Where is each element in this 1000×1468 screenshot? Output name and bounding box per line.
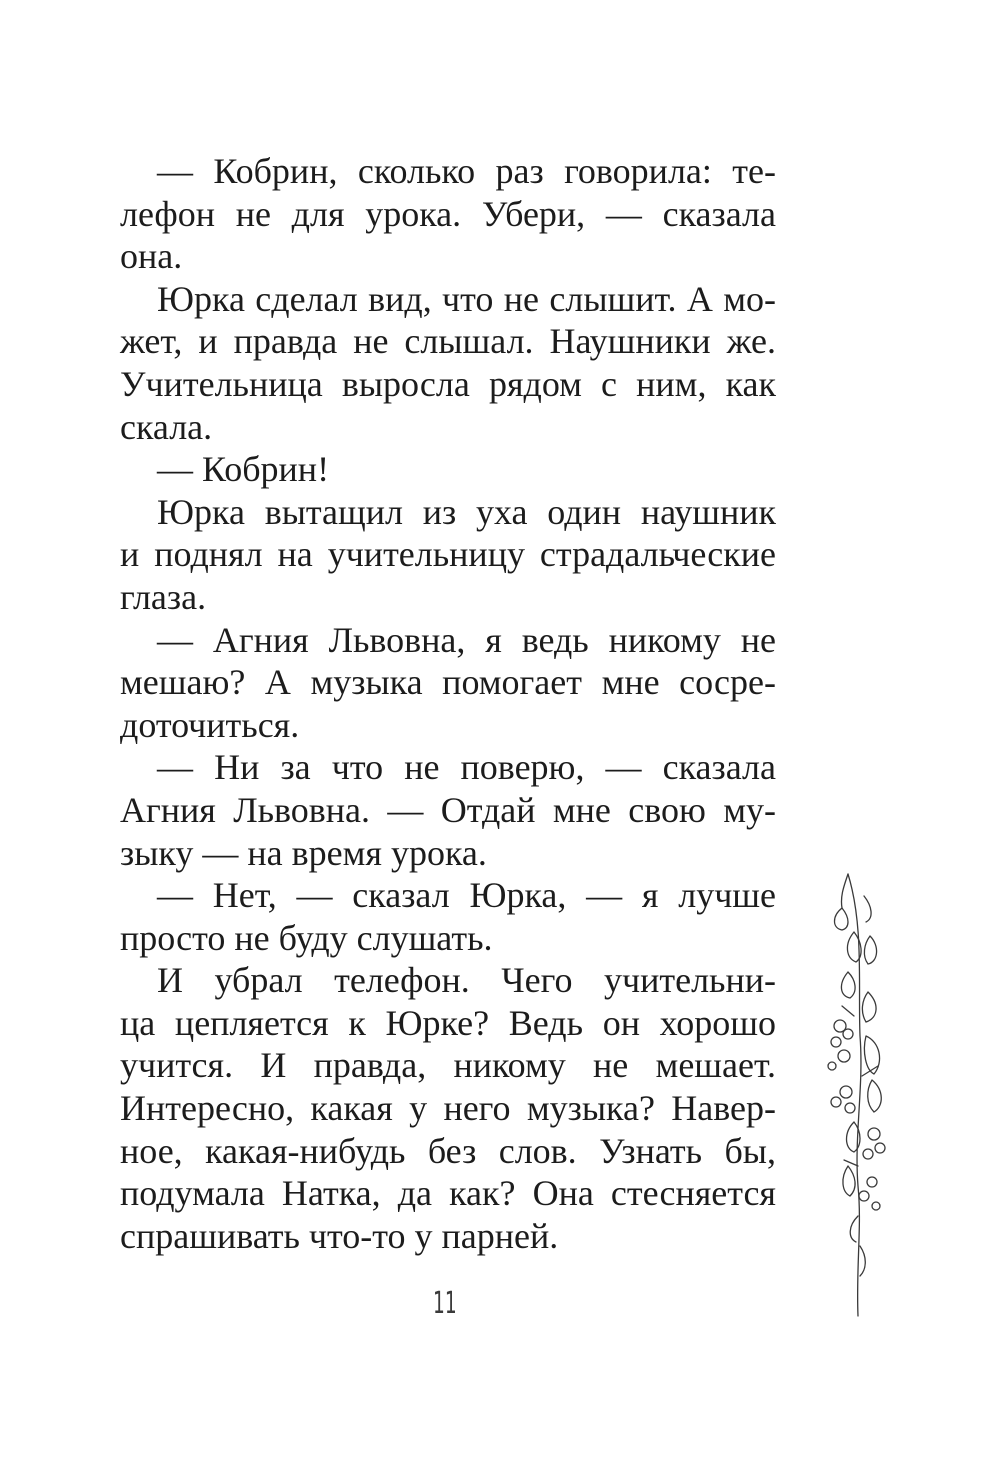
text-line: Интересно, какая у него музыка? Навер- [120, 1088, 776, 1129]
text-line: — Кобрин! [157, 449, 330, 490]
text-line: зыку — на время урока. [120, 832, 487, 873]
svg-text:11: 11 [433, 1287, 457, 1317]
text-line: подумала Натка, да как? Она стесняется [120, 1173, 776, 1214]
text-line: спрашивать что-то у парней. [120, 1215, 559, 1256]
text-line: Учительница выросла рядом с ним, как [120, 363, 776, 404]
text-line: — Агния Львовна, я ведь никому не [157, 619, 776, 660]
text-line: учится. И правда, никому не мешает. [120, 1045, 776, 1086]
text-line: — Ни за что не поверю, — сказала [157, 747, 776, 788]
text-line: она. [120, 236, 183, 277]
flower-branch-icon [818, 866, 900, 1318]
text-line: и поднял на учительницу страдальческие [120, 534, 776, 575]
text-line: доточиться. [120, 704, 300, 745]
text-line: просто не буду слушать. [120, 917, 493, 958]
text-line: ца цепляется к Юрке? Ведь он хорошо [120, 1002, 776, 1043]
text-line: Агния Львовна. — Отдай мне свою му- [120, 789, 776, 830]
text-line: жет, и правда не слышал. Наушники же. [120, 321, 776, 362]
text-line: лефон не для урока. Убери, — сказала [120, 193, 776, 234]
text-line: — Нет, — сказал Юрка, — я лучше [157, 875, 776, 916]
text-line: Юрка вытащил из уха один наушник [157, 491, 776, 532]
text-line: ное, какая-нибудь без слов. Узнать бы, [120, 1130, 776, 1171]
text-line: Юрка сделал вид, что не слышит. А мо- [157, 278, 776, 319]
text-line: глаза. [120, 576, 207, 617]
text-line: — Кобрин, сколько раз говорила: те- [157, 151, 776, 191]
text-line: И убрал телефон. Чего учительни- [157, 960, 776, 1001]
text-line: мешаю? А музыка помогает мне сосре- [120, 662, 776, 703]
body-text [120, 150, 776, 1257]
text-line: скала. [120, 406, 213, 447]
page-number [425, 1287, 465, 1317]
